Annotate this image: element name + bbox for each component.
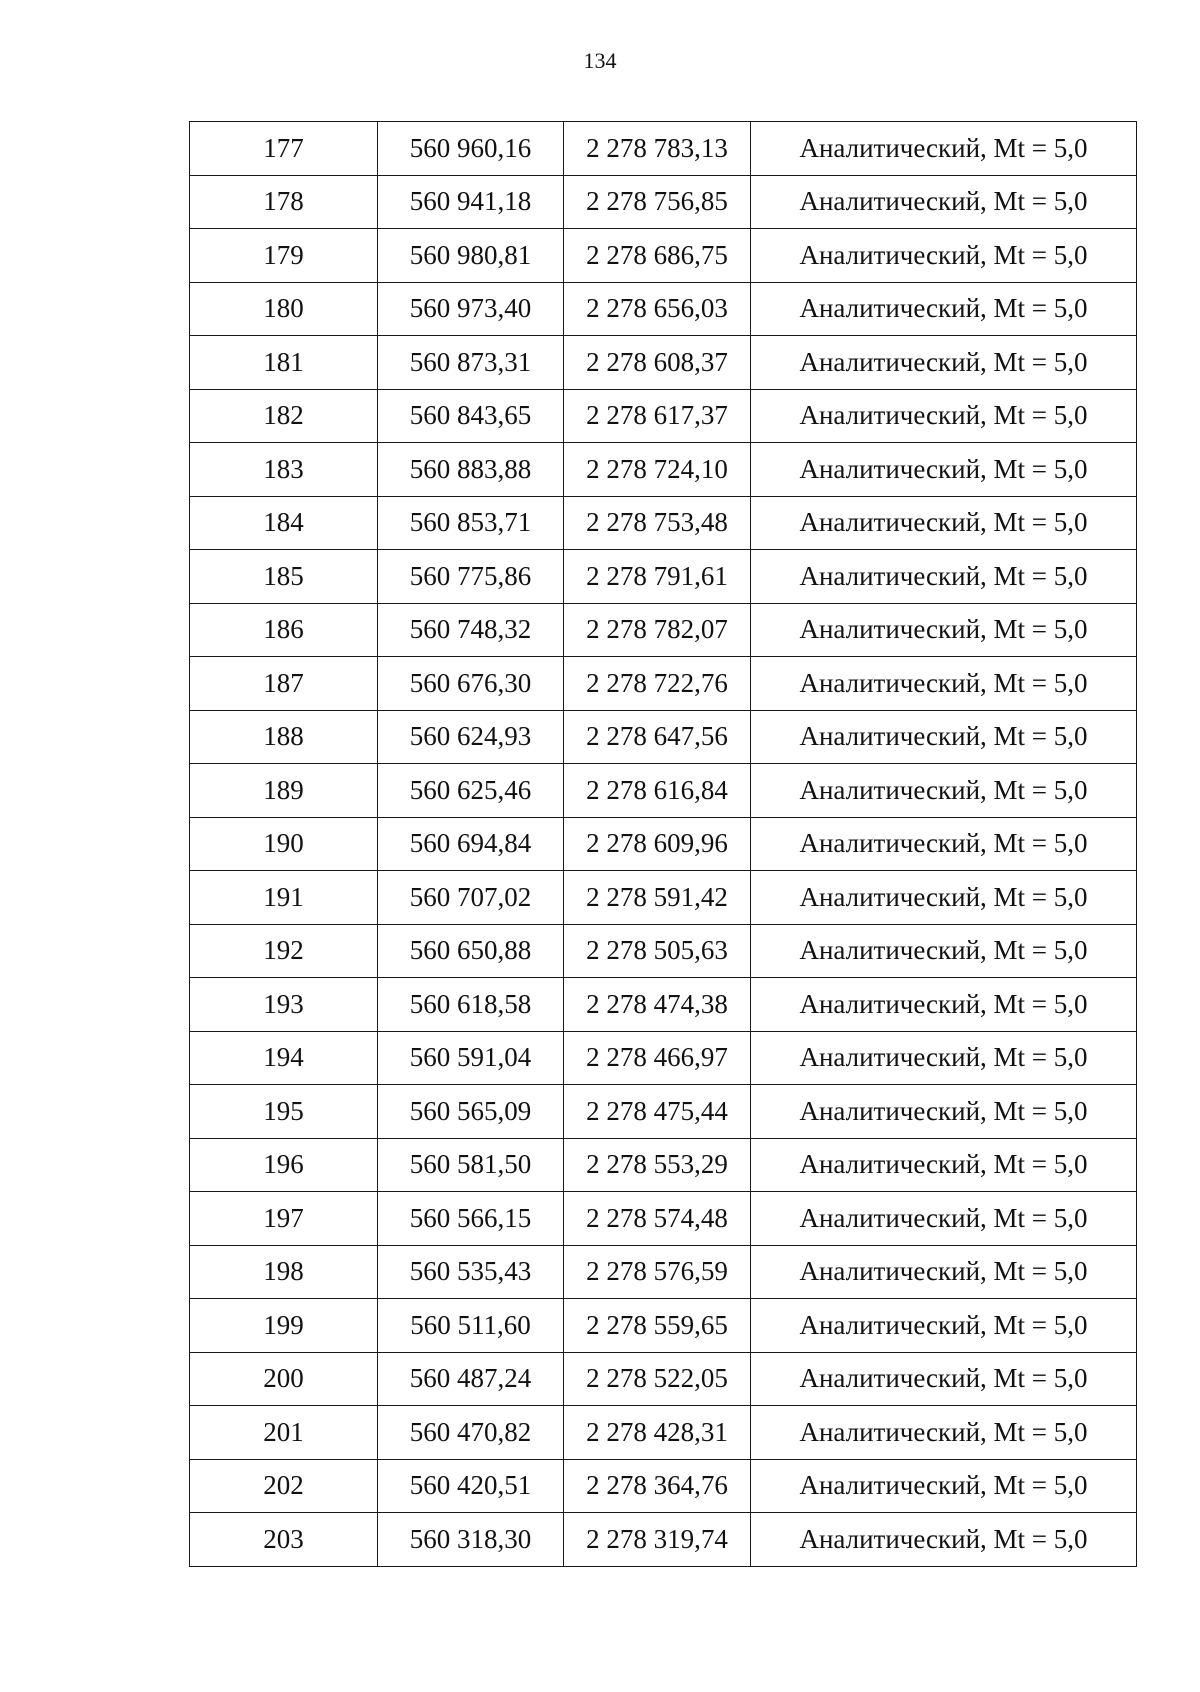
table-row — [190, 603, 1137, 657]
x-coordinate-cell: 560 624,93 — [378, 710, 564, 764]
table-row — [190, 1085, 1137, 1139]
coordinates-table-body — [190, 122, 1137, 1567]
method-cell: Аналитический, Mt = 5,0 — [751, 710, 1137, 764]
table-row — [190, 657, 1137, 711]
x-coordinate-cell: 560 748,32 — [378, 603, 564, 657]
x-coordinate-cell: 560 581,50 — [378, 1138, 564, 1192]
table-row — [190, 1192, 1137, 1246]
y-coordinate-cell: 2 278 609,96 — [564, 817, 751, 871]
y-coordinate-cell: 2 278 559,65 — [564, 1299, 751, 1353]
point-number-cell: 177 — [190, 122, 378, 176]
y-coordinate-cell: 2 278 319,74 — [564, 1513, 751, 1567]
table-row — [190, 924, 1137, 978]
table-row — [190, 1513, 1137, 1567]
y-coordinate-cell: 2 278 428,31 — [564, 1406, 751, 1460]
point-number-cell: 191 — [190, 871, 378, 925]
method-cell: Аналитический, Mt = 5,0 — [751, 336, 1137, 390]
table-row — [190, 978, 1137, 1032]
method-cell: Аналитический, Mt = 5,0 — [751, 978, 1137, 1032]
x-coordinate-cell: 560 843,65 — [378, 389, 564, 443]
table-row — [190, 282, 1137, 336]
table-row — [190, 871, 1137, 925]
x-coordinate-cell: 560 707,02 — [378, 871, 564, 925]
y-coordinate-cell: 2 278 756,85 — [564, 175, 751, 229]
y-coordinate-cell: 2 278 616,84 — [564, 764, 751, 818]
method-cell: Аналитический, Mt = 5,0 — [751, 924, 1137, 978]
x-coordinate-cell: 560 650,88 — [378, 924, 564, 978]
point-number-cell: 184 — [190, 496, 378, 550]
method-cell: Аналитический, Mt = 5,0 — [751, 282, 1137, 336]
x-coordinate-cell: 560 591,04 — [378, 1031, 564, 1085]
x-coordinate-cell: 560 420,51 — [378, 1459, 564, 1513]
method-cell: Аналитический, Mt = 5,0 — [751, 1459, 1137, 1513]
y-coordinate-cell: 2 278 783,13 — [564, 122, 751, 176]
table-row — [190, 336, 1137, 390]
point-number-cell: 179 — [190, 229, 378, 283]
table-row — [190, 389, 1137, 443]
method-cell: Аналитический, Mt = 5,0 — [751, 122, 1137, 176]
table-row — [190, 1352, 1137, 1406]
point-number-cell: 199 — [190, 1299, 378, 1353]
table-row — [190, 1245, 1137, 1299]
x-coordinate-cell: 560 973,40 — [378, 282, 564, 336]
method-cell: Аналитический, Mt = 5,0 — [751, 817, 1137, 871]
method-cell: Аналитический, Mt = 5,0 — [751, 1138, 1137, 1192]
method-cell: Аналитический, Mt = 5,0 — [751, 1299, 1137, 1353]
point-number-cell: 190 — [190, 817, 378, 871]
method-cell: Аналитический, Mt = 5,0 — [751, 443, 1137, 497]
table-row — [190, 710, 1137, 764]
point-number-cell: 201 — [190, 1406, 378, 1460]
method-cell: Аналитический, Mt = 5,0 — [751, 1513, 1137, 1567]
point-number-cell: 186 — [190, 603, 378, 657]
point-number-cell: 188 — [190, 710, 378, 764]
method-cell: Аналитический, Mt = 5,0 — [751, 229, 1137, 283]
point-number-cell: 193 — [190, 978, 378, 1032]
x-coordinate-cell: 560 565,09 — [378, 1085, 564, 1139]
method-cell: Аналитический, Mt = 5,0 — [751, 764, 1137, 818]
table-row — [190, 550, 1137, 604]
table-row — [190, 1138, 1137, 1192]
y-coordinate-cell: 2 278 647,56 — [564, 710, 751, 764]
y-coordinate-cell: 2 278 753,48 — [564, 496, 751, 550]
point-number-cell: 180 — [190, 282, 378, 336]
x-coordinate-cell: 560 566,15 — [378, 1192, 564, 1246]
y-coordinate-cell: 2 278 574,48 — [564, 1192, 751, 1246]
table-row — [190, 764, 1137, 818]
x-coordinate-cell: 560 980,81 — [378, 229, 564, 283]
y-coordinate-cell: 2 278 576,59 — [564, 1245, 751, 1299]
point-number-cell: 196 — [190, 1138, 378, 1192]
y-coordinate-cell: 2 278 475,44 — [564, 1085, 751, 1139]
point-number-cell: 195 — [190, 1085, 378, 1139]
x-coordinate-cell: 560 960,16 — [378, 122, 564, 176]
table-row — [190, 496, 1137, 550]
method-cell: Аналитический, Mt = 5,0 — [751, 871, 1137, 925]
table-row — [190, 122, 1137, 176]
y-coordinate-cell: 2 278 474,38 — [564, 978, 751, 1032]
y-coordinate-cell: 2 278 591,42 — [564, 871, 751, 925]
point-number-cell: 187 — [190, 657, 378, 711]
point-number-cell: 198 — [190, 1245, 378, 1299]
y-coordinate-cell: 2 278 608,37 — [564, 336, 751, 390]
page-number: 134 — [583, 48, 617, 73]
x-coordinate-cell: 560 941,18 — [378, 175, 564, 229]
x-coordinate-cell: 560 470,82 — [378, 1406, 564, 1460]
x-coordinate-cell: 560 853,71 — [378, 496, 564, 550]
method-cell: Аналитический, Mt = 5,0 — [751, 657, 1137, 711]
y-coordinate-cell: 2 278 466,97 — [564, 1031, 751, 1085]
y-coordinate-cell: 2 278 553,29 — [564, 1138, 751, 1192]
y-coordinate-cell: 2 278 722,76 — [564, 657, 751, 711]
y-coordinate-cell: 2 278 791,61 — [564, 550, 751, 604]
y-coordinate-cell: 2 278 724,10 — [564, 443, 751, 497]
x-coordinate-cell: 560 625,46 — [378, 764, 564, 818]
y-coordinate-cell: 2 278 505,63 — [564, 924, 751, 978]
y-coordinate-cell: 2 278 782,07 — [564, 603, 751, 657]
method-cell: Аналитический, Mt = 5,0 — [751, 603, 1137, 657]
x-coordinate-cell: 560 487,24 — [378, 1352, 564, 1406]
y-coordinate-cell: 2 278 686,75 — [564, 229, 751, 283]
method-cell: Аналитический, Mt = 5,0 — [751, 1192, 1137, 1246]
point-number-cell: 185 — [190, 550, 378, 604]
x-coordinate-cell: 560 618,58 — [378, 978, 564, 1032]
x-coordinate-cell: 560 318,30 — [378, 1513, 564, 1567]
point-number-cell: 189 — [190, 764, 378, 818]
coordinates-table — [189, 121, 1137, 1567]
point-number-cell: 183 — [190, 443, 378, 497]
method-cell: Аналитический, Mt = 5,0 — [751, 1406, 1137, 1460]
point-number-cell: 178 — [190, 175, 378, 229]
method-cell: Аналитический, Mt = 5,0 — [751, 496, 1137, 550]
point-number-cell: 182 — [190, 389, 378, 443]
method-cell: Аналитический, Mt = 5,0 — [751, 1352, 1137, 1406]
point-number-cell: 194 — [190, 1031, 378, 1085]
method-cell: Аналитический, Mt = 5,0 — [751, 1031, 1137, 1085]
y-coordinate-cell: 2 278 617,37 — [564, 389, 751, 443]
x-coordinate-cell: 560 694,84 — [378, 817, 564, 871]
point-number-cell: 197 — [190, 1192, 378, 1246]
x-coordinate-cell: 560 873,31 — [378, 336, 564, 390]
x-coordinate-cell: 560 676,30 — [378, 657, 564, 711]
x-coordinate-cell: 560 883,88 — [378, 443, 564, 497]
x-coordinate-cell: 560 535,43 — [378, 1245, 564, 1299]
point-number-cell: 203 — [190, 1513, 378, 1567]
method-cell: Аналитический, Mt = 5,0 — [751, 1245, 1137, 1299]
point-number-cell: 200 — [190, 1352, 378, 1406]
table-row — [190, 817, 1137, 871]
point-number-cell: 181 — [190, 336, 378, 390]
y-coordinate-cell: 2 278 522,05 — [564, 1352, 751, 1406]
point-number-cell: 192 — [190, 924, 378, 978]
point-number-cell: 202 — [190, 1459, 378, 1513]
method-cell: Аналитический, Mt = 5,0 — [751, 389, 1137, 443]
table-row — [190, 1031, 1137, 1085]
x-coordinate-cell: 560 511,60 — [378, 1299, 564, 1353]
method-cell: Аналитический, Mt = 5,0 — [751, 550, 1137, 604]
table-row — [190, 443, 1137, 497]
table-row — [190, 1406, 1137, 1460]
y-coordinate-cell: 2 278 364,76 — [564, 1459, 751, 1513]
table-row — [190, 1299, 1137, 1353]
table-row — [190, 175, 1137, 229]
x-coordinate-cell: 560 775,86 — [378, 550, 564, 604]
method-cell: Аналитический, Mt = 5,0 — [751, 175, 1137, 229]
table-row — [190, 1459, 1137, 1513]
table-row — [190, 229, 1137, 283]
y-coordinate-cell: 2 278 656,03 — [564, 282, 751, 336]
method-cell: Аналитический, Mt = 5,0 — [751, 1085, 1137, 1139]
